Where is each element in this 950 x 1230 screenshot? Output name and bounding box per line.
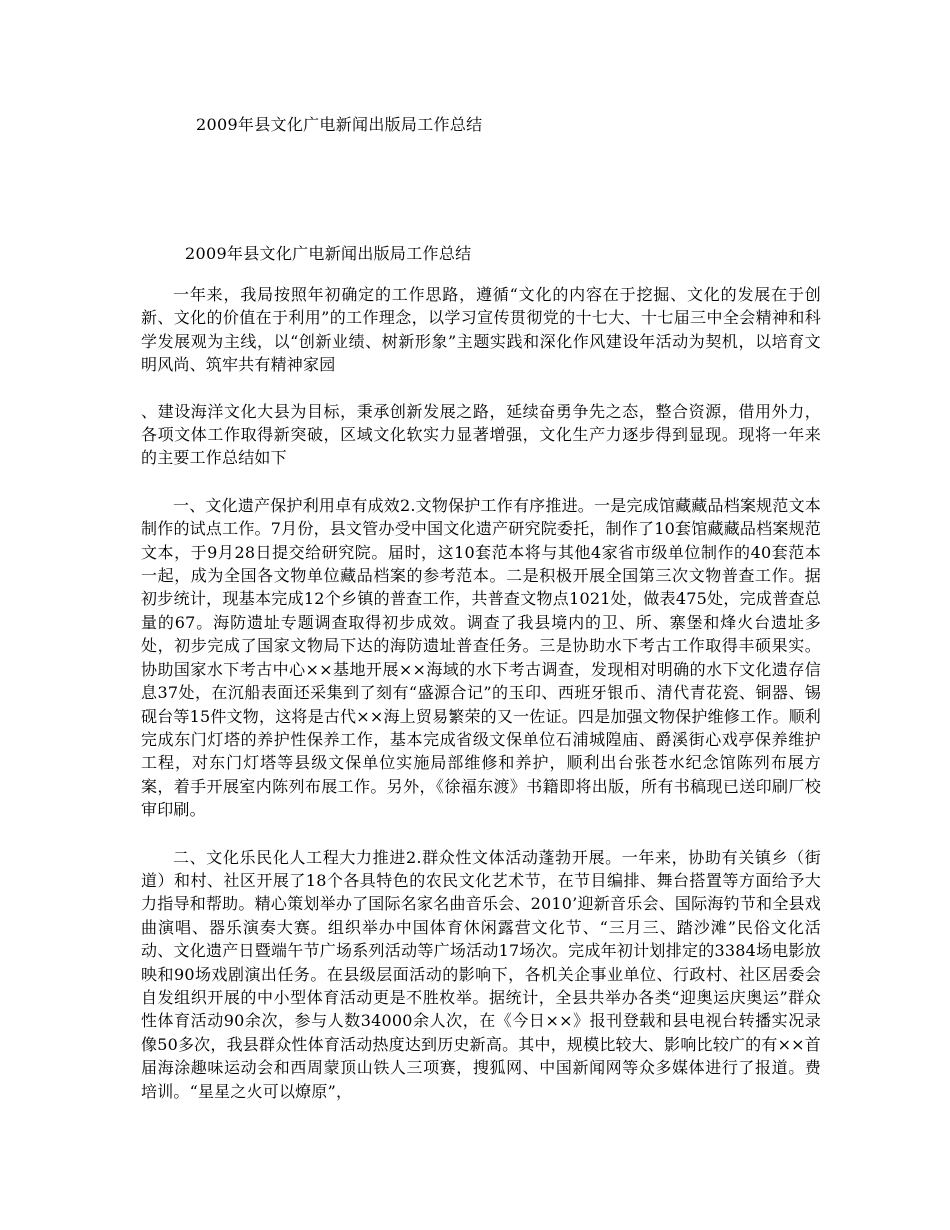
- cover-title: 2009年县文化广电新闻出版局工作总结: [196, 115, 483, 134]
- body-title: 2009年县文化广电新闻出版局工作总结: [185, 244, 472, 263]
- paragraph-section-one: 一、文化遗产保护利用卓有成效2.文物保护工作有序推进。一是完成馆藏藏品档案规范文本制作的试点工作。7月份，县文管办受中国文化遗产研究院委托，制作了10套馆藏藏品档案规范文本，于9月28日提交给研究院。届时，这10套范本将与其他4家省市级单位制作的40套范本一起，成为全国各文物单位藏品档案的参考范本。二是积极开展全国第三次文物普查工作。据初步统计，现基本完成12个乡镇的普查工作，共普查文物点1021处，做表475处，完成普查总量的67。海防遗址专题调查取得初步成效。调查了我县境内的卫、所、寨堡和烽火台遗址多处，初步完成了国家文物局下达的海防遗址普查任务。三是协助水下考古工作取得丰硕果实。协助国家水下考古中心××基地开展××海域的水下考古调查，发现相对明确的水下文化遗存信息37处，在沉船表面还采集到了刻有“盛源合记”的玉印、西班牙银币、清代青花瓷、铜器、锡砚台等15件文物，这将是古代××海上贸易繁荣的又一佐证。四是加强文物保护维修工作。顺利完成东门灯塔的养护性保养工作，基本完成省级文保单位石浦城隍庙、爵溪街心戏亭保养维护工程，对东门灯塔等县级文保单位实施局部维修和养护，顺利出台张苍水纪念馆陈列布展方案，着手开展室内陈列布展工作。另外，《徐福东渡》书籍即将出版，所有书稿现已送印刷厂校审印刷。: [141, 495, 821, 820]
- paragraph-gap: [141, 822, 821, 846]
- paragraph-gap: [141, 470, 821, 494]
- document-body: [141, 283, 821, 1103]
- paragraph-section-two: 二、文化乐民化人工程大力推进2.群众性文体活动蓬勃开展。一年来，协助有关镇乡（街道）和村、社区开展了18个各具特色的农民文化艺术节，在节目编排、舞台搭置等方面给予大力指导和帮助。精心策划举办了国际名家名曲音乐会、2010’迎新音乐会、国际海钓节和全县戏曲演唱、器乐演奏大赛。组织举办中国体育休闲露营文化节、“三月三、踏沙滩”民俗文化活动、文化遗产日暨端午节广场系列活动等广场活动17场次。完成年初计划排定的3384场电影放映和90场戏剧演出任务。在县级层面活动的影响下，各机关企事业单位、行政村、社区居委会自发组织开展的中小型体育活动更是不胜枚举。据统计，全县共举办各类“迎奥运庆奥运”群众性体育活动90余次，参与人数34000余人次，在《今日××》报刊登载和县电视台转播实况录像50多次，我县群众性体育活动热度达到历史新高。其中，规模比较大、影响比较广的有××首届海涂趣味运动会和西周蒙顶山铁人三项赛，搜狐网、中国新闻网等众多媒体进行了报道。费培训。“星星之火可以燎原”，: [141, 847, 821, 1101]
- paragraph-gap: [141, 377, 821, 400]
- paragraph-intro: 一年来，我局按照年初确定的工作思路，遵循“文化的内容在于挖掘、文化的发展在于创新、文化的价值在于利用”的工作理念，以学习宣传贯彻党的十七大、十七届三中全会精神和科学发展观为主线，以“创新业绩、树新形象”主题实践和深化作风建设年活动为契机，以培育文明风尚、筑牢共有精神家园: [141, 285, 821, 375]
- paragraph-intro-continued: 、建设海洋文化大县为目标，秉承创新发展之路，延续奋勇争先之态，整合资源，借用外力，各项文体工作取得新突破，区域文化软实力显著增强，文化生产力逐步得到显现。现将一年来的主要工作总结如下: [141, 401, 821, 468]
